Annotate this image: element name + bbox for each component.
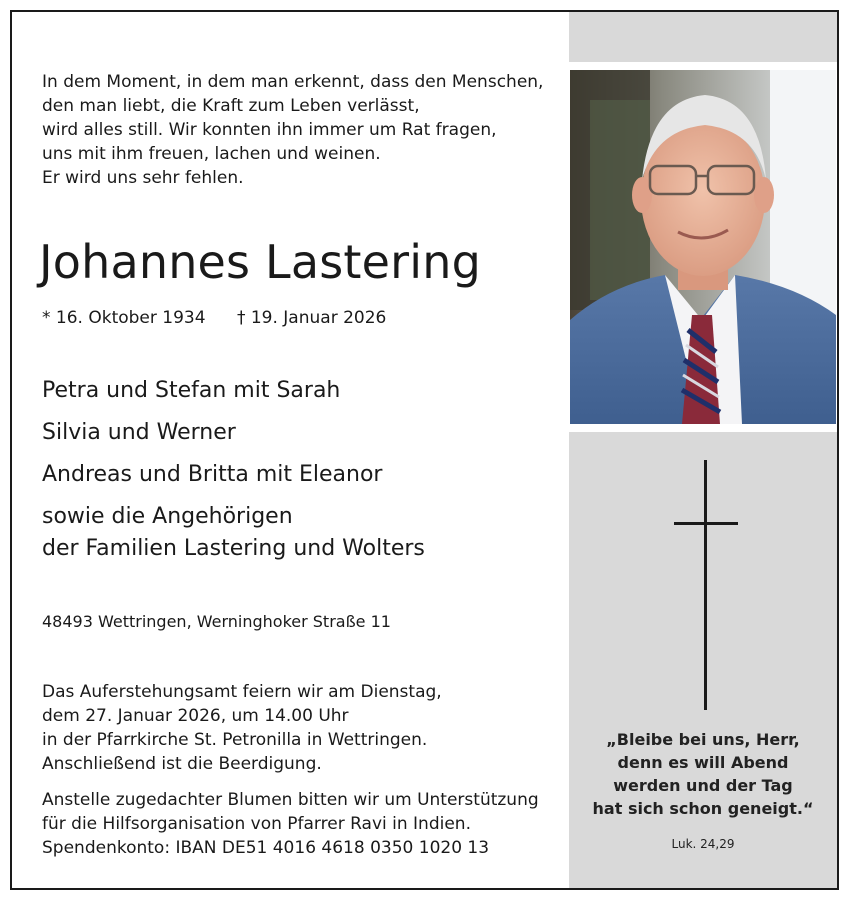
donation-line: für die Hilfsorganisation von Pfarrer Ravi in Indien. [42, 814, 471, 834]
family-line: Silvia und Werner [42, 420, 236, 445]
quote-line: hat sich schon geneigt.“ [592, 799, 814, 818]
obituary-card [10, 10, 839, 890]
service-line: Das Auferstehungsamt feiern wir am Dienstag, [42, 682, 442, 702]
bible-quote [570, 728, 836, 820]
family-line: Andreas und Britta mit Eleanor [42, 462, 383, 487]
intro-line: Er wird uns sehr fehlen. [42, 168, 244, 188]
intro-line: In dem Moment, in dem man erkennt, dass den Menschen, [42, 72, 544, 92]
family-line: sowie die Angehörigen [42, 504, 293, 529]
top-gray-band [569, 12, 837, 62]
service-line: dem 27. Januar 2026, um 14.00 Uhr [42, 706, 349, 726]
death-date: † 19. Januar 2026 [236, 308, 387, 328]
intro-poem [42, 70, 562, 190]
service-info [42, 680, 442, 776]
family-line: Petra und Stefan mit Sarah [42, 378, 341, 403]
life-dates [42, 306, 386, 330]
portrait-photo [570, 70, 836, 424]
birth-date: * 16. Oktober 1934 [42, 308, 206, 328]
portrait-image [570, 70, 836, 424]
quote-line: werden und der Tag [613, 776, 793, 795]
intro-line: uns mit ihm freuen, lachen und weinen. [42, 144, 381, 164]
family-line: der Familien Lastering und Wolters [42, 536, 425, 561]
donation-line: Anstelle zugedachter Blumen bitten wir um Unterstützung [42, 790, 539, 810]
cross-icon [674, 460, 738, 710]
quote-reference: Luk. 24,29 [671, 837, 735, 851]
service-line: in der Pfarrkirche St. Petronilla in Wettringen. [42, 730, 428, 750]
family-list [42, 370, 425, 570]
donation-info [42, 788, 539, 860]
donation-line: Spendenkonto: IBAN DE51 4016 4618 0350 1020 13 [42, 838, 490, 858]
deceased-name: Johannes Lastering [39, 235, 482, 289]
quote-line: „Bleibe bei uns, Herr, [606, 730, 800, 749]
intro-line: wird alles still. Wir konnten ihn immer um Rat fragen, [42, 120, 497, 140]
intro-line: den man liebt, die Kraft zum Leben verlässt, [42, 96, 420, 116]
address: 48493 Wettringen, Werninghoker Straße 11 [42, 612, 391, 631]
text-column [12, 12, 569, 888]
quote-line: denn es will Abend [617, 753, 789, 772]
service-line: Anschließend ist die Beerdigung. [42, 754, 322, 774]
